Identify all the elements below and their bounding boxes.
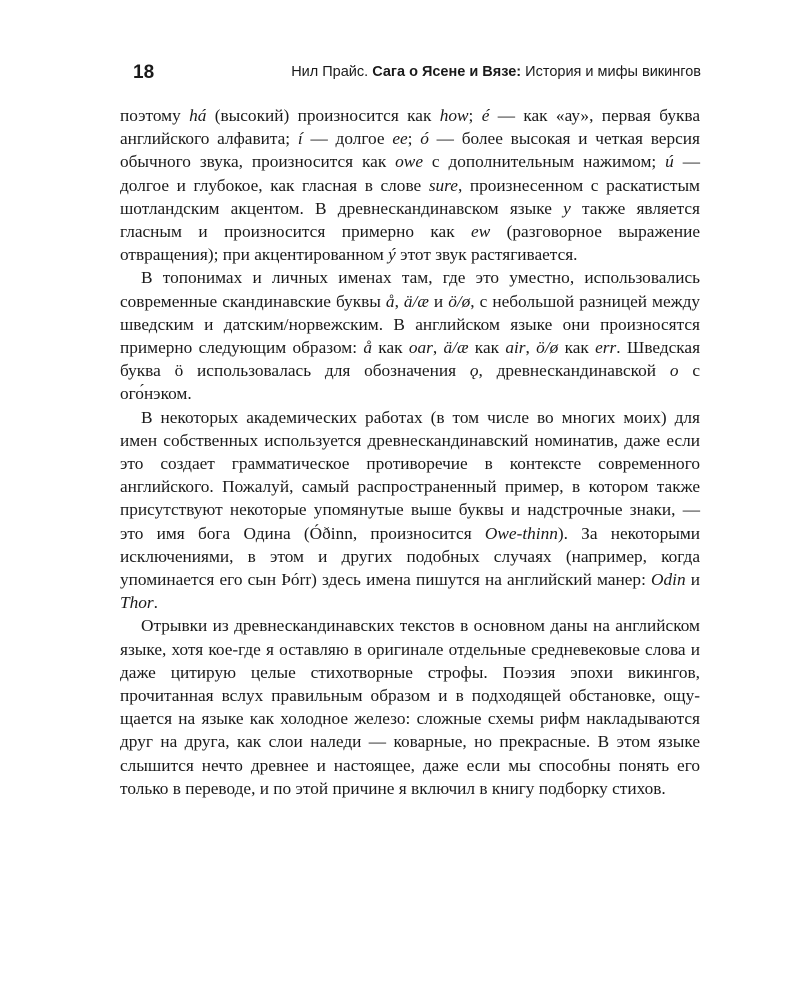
paragraph-1 xyxy=(120,104,700,266)
header-author: Нил Прайс. xyxy=(291,64,369,80)
text-run: и xyxy=(428,291,449,311)
text-run: с ого́нэком. xyxy=(120,361,701,404)
italic-term: oar xyxy=(408,338,433,358)
text-run: ; xyxy=(407,129,421,149)
text-run: (высокий) произносится как xyxy=(206,106,440,125)
text-run: . xyxy=(153,593,158,613)
text-run: В топонимах и личных именах там, где это уместно, использовались современные скандинавские буквы xyxy=(120,268,700,311)
italic-term: é xyxy=(481,106,490,125)
text-run: и xyxy=(685,570,700,590)
header-subtitle: История и мифы викингов xyxy=(525,64,701,80)
text-run: — долгое xyxy=(302,129,393,149)
italic-term: í xyxy=(297,129,303,149)
text-run: , произнесенном с раскатистым шотландским акцентом. В древнескандинавском языке xyxy=(120,175,700,218)
running-header xyxy=(133,62,701,86)
header-book-title: Сага о Ясене и Вязе: xyxy=(372,64,522,80)
text-run: как xyxy=(468,338,506,358)
text-run: с дополнительным нажимом; xyxy=(423,152,666,172)
italic-term: y xyxy=(563,198,571,218)
italic-term: Odin xyxy=(651,570,686,590)
text-run: (разговорное выражение отвращения); при акцентированном xyxy=(120,222,700,265)
text-run: , xyxy=(432,338,444,358)
paragraph-2 xyxy=(120,266,700,405)
text-run: ; xyxy=(468,106,482,125)
text-run: поэтому xyxy=(120,106,190,125)
text-run: , с небольшой разницей между шведским и датским/норвежским. В английском языке они произносятся примерно следующим образом: xyxy=(120,291,701,358)
italic-term: ö/ø xyxy=(448,291,471,311)
text-run: . Шведская буква ö использовалась для обозначения xyxy=(120,338,701,381)
italic-term: air xyxy=(505,338,526,358)
italic-term: Owe-thinn xyxy=(484,523,558,543)
italic-term: ú xyxy=(665,152,674,172)
italic-term: err xyxy=(595,338,617,358)
text-run: В некоторых академических работах (в том числе во многих моих) для имен собственных используется древнескандинавский номинатив, даже если это создает грамматическое противоречие в контексте современного английского. Пожалуй, самый распространенный пример, в котором также присутствуют некоторые упомянутые выше буквы и надстрочные знаки, — это имя бога Одина (Óðinn, произносится xyxy=(120,407,700,543)
text-run: — как «ау», первая буква английского алфавита; xyxy=(120,106,700,149)
page-number: 18 xyxy=(133,62,155,83)
italic-term: ee xyxy=(392,129,408,149)
text-run: ). За некоторыми исключениями, в этом и других подобных случаях (например, когда упоминается его сын Þórr) здесь имена пишутся на английский манер: xyxy=(120,523,700,590)
italic-term: há xyxy=(189,106,207,125)
italic-term: how xyxy=(439,106,469,125)
italic-term: ä/æ xyxy=(403,291,429,311)
body-text xyxy=(120,104,700,800)
italic-term: ö/ø xyxy=(536,338,559,358)
text-run: , xyxy=(525,338,537,358)
text-run: как xyxy=(558,338,596,358)
text-run: — долгое и глубокое, как гласная в слове xyxy=(120,152,700,195)
text-run: , древнескандинавской xyxy=(478,361,670,381)
italic-term: sure xyxy=(428,175,458,195)
italic-term: å xyxy=(363,338,372,358)
italic-term: Thor xyxy=(120,593,154,613)
text-run: как xyxy=(371,338,409,358)
paragraph-3 xyxy=(120,406,700,615)
italic-term: ew xyxy=(471,222,491,242)
text-run: Отрывки из древнескандинавских текстов в основном даны на английском языке, хотя кое-где я оставляю в оригинале отдельные средневековые слова и даже цитирую целые стихотворные строфы. Поэзия эпохи викингов, прочитанная вслух правильным образом и в подходящей обстановке, ощущается на языке как холодное железо: сложные схемы рифм накладываются друг на друга, как слои наледи — коварные, но прекрасные. В этом языке слышится нечто древнее и настоящее, даже если мы способны понять его только в переводе, и по этой причине я включил в книгу подборку стихов. xyxy=(120,616,700,798)
italic-term: ä/æ xyxy=(443,338,469,358)
italic-term: ó xyxy=(420,129,429,149)
text-run: — более высокая и четкая версия обычного звука, произносится как xyxy=(120,129,700,172)
italic-term: o xyxy=(669,361,679,381)
italic-term: ý xyxy=(388,245,396,265)
italic-term: å xyxy=(385,291,395,311)
text-run: также является гласным и произносится примерно как xyxy=(120,198,700,242)
italic-term: ǫ xyxy=(469,361,479,381)
paragraph-4 xyxy=(120,614,700,800)
text-run: , xyxy=(394,291,404,311)
text-run: этот звук растягивается. xyxy=(395,245,578,265)
italic-term: owe xyxy=(395,152,423,172)
running-head-title xyxy=(291,64,701,80)
